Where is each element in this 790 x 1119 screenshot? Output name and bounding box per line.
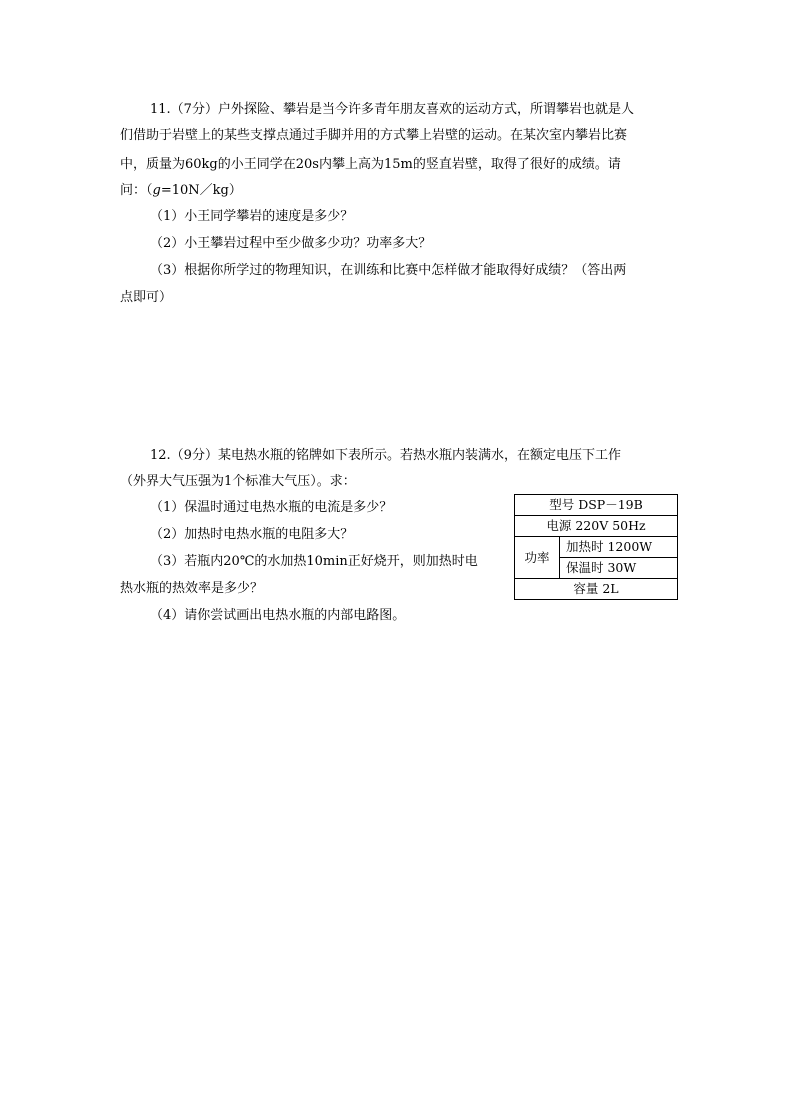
q11-gravity-symbol: g (152, 183, 161, 198)
q11-line-4-suffix: =10N／kg） (160, 183, 242, 198)
q12-line-2: （外界大气压强为1个标准大气压）。求： (120, 474, 356, 489)
nameplate-capacity: 容量 2L (515, 579, 678, 600)
nameplate-model: 型号 DSP－19B (515, 495, 678, 516)
nameplate-heating-power: 加热时 1200W (560, 537, 678, 558)
q12-sub-3-line-2: 热水瓶的热效率是多少？ (120, 581, 264, 596)
q11-sub-3-line-1: （3）根据你所学过的物理知识，在训练和比赛中怎样做才能取得好成绩？（答出两 (150, 263, 627, 278)
nameplate-power-supply: 电源 220V 50Hz (515, 516, 678, 537)
q11-line-1: 11.（7分）户外探险、攀岩是当今许多青年朋友喜欢的运动方式，所谓攀岩也就是人 (150, 102, 634, 117)
q12-sub-2: （2）加热时电热水瓶的电阻多大？ (150, 527, 354, 542)
q12-sub-1: （1）保温时通过电热水瓶的电流是多少？ (150, 500, 393, 515)
q11-line-4-prefix: 问：（ (120, 183, 153, 198)
q12-sub-3-line-1: （3）若瓶内20℃的水加热10min正好烧开，则加热时电 (150, 554, 478, 569)
nameplate-keep-warm-power: 保温时 30W (560, 558, 678, 579)
q11-sub-3-line-2: 点即可） (120, 290, 173, 305)
q11-line-2: 们借助于岩壁上的某些支撑点通过手脚并用的方式攀上岩壁的运动。在某次室内攀岩比赛 (120, 128, 628, 143)
q11-sub-2: （2）小王攀岩过程中至少做多少功？功率多大？ (150, 236, 432, 251)
q12-line-1: 12.（9分）某电热水瓶的铭牌如下表所示。若热水瓶内装满水，在额定电压下工作 (150, 448, 621, 463)
q11-line-3: 中，质量为60kg的小王同学在20s内攀上高为15m的竖直岩壁，取得了很好的成绩。请 (120, 157, 621, 172)
q11-line-4 (120, 181, 242, 201)
nameplate-power-label: 功率 (515, 537, 560, 579)
nameplate-table (514, 494, 678, 600)
q11-sub-1: （1）小王同学攀岩的速度是多少？ (150, 209, 354, 224)
q12-sub-4: （4）请你尝试画出电热水瓶的内部电路图。 (150, 608, 406, 623)
